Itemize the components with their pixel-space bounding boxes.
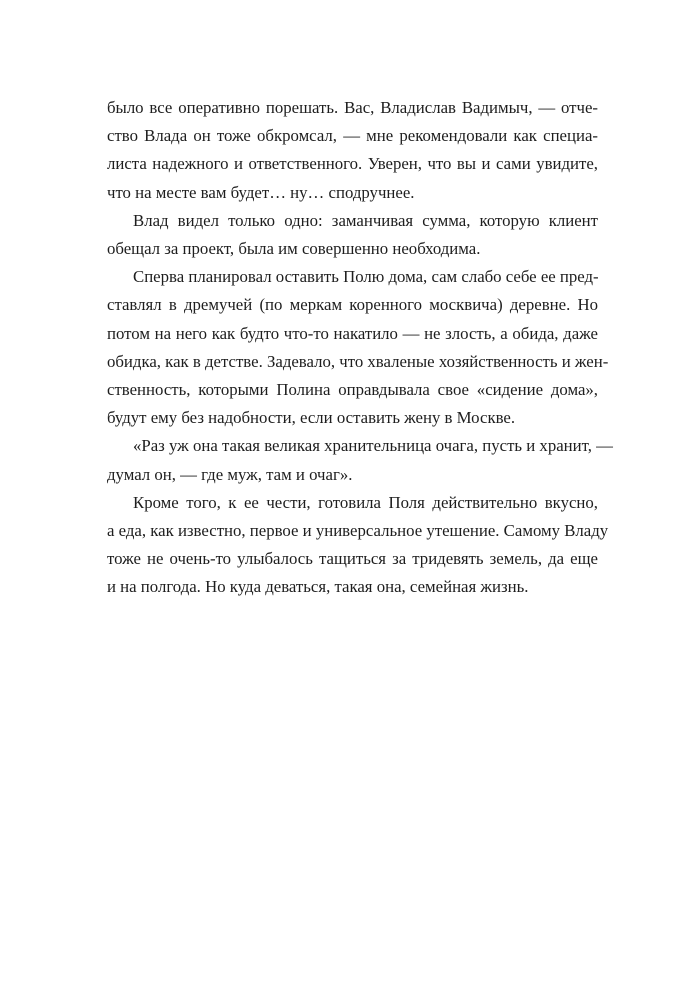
text-line: думал он, — где муж, там и очаг». xyxy=(107,464,353,484)
text-line: ставлял в дремучей (по меркам коренного москвича) деревне. Но xyxy=(107,295,598,315)
text-line: Сперва планировал оставить Полю дома, сам слабо себе ее пред- xyxy=(133,267,599,287)
body-text xyxy=(107,94,613,602)
text-line: листа надежного и ответственного. Уверен, что вы и сами увидите, xyxy=(107,154,598,174)
text-line: ство Влада он тоже обкромсал, — мне рекомендовали как специа- xyxy=(107,126,598,146)
text-line: было все оперативно порешать. Вас, Владислав Вадимыч, — отче- xyxy=(107,98,598,117)
text-line: обещал за проект, была им совершенно необходима. xyxy=(107,239,481,259)
text-line: обидка, как в детстве. Задевало, что хваленые хозяйственность и жен- xyxy=(107,351,609,371)
text-line: «Раз уж она такая великая хранительница очага, пусть и хранит, — xyxy=(133,436,613,456)
text-line: Влад видел только одно: заманчивая сумма, которую клиент xyxy=(133,210,598,230)
text-line: будут ему без надобности, если оставить жену в Москве. xyxy=(107,408,516,428)
text-line: что на месте вам будет… ну… сподручнее. xyxy=(107,182,415,202)
text-line: Кроме того, к ее чести, готовила Поля действительно вкусно, xyxy=(133,492,598,512)
text-line: а еда, как известно, первое и универсальное утешение. Самому Владу xyxy=(107,521,609,541)
text-line: потом на него как будто что-то накатило — не злость, а обида, даже xyxy=(107,323,598,343)
text-line: и на полгода. Но куда деваться, такая она, семейная жизнь. xyxy=(107,577,529,597)
text-line: тоже не очень-то улыбалось тащиться за тридевять земель, да еще xyxy=(107,549,598,569)
text-line: ственность, которыми Полина оправдывала свое «сидение дома», xyxy=(107,380,598,400)
